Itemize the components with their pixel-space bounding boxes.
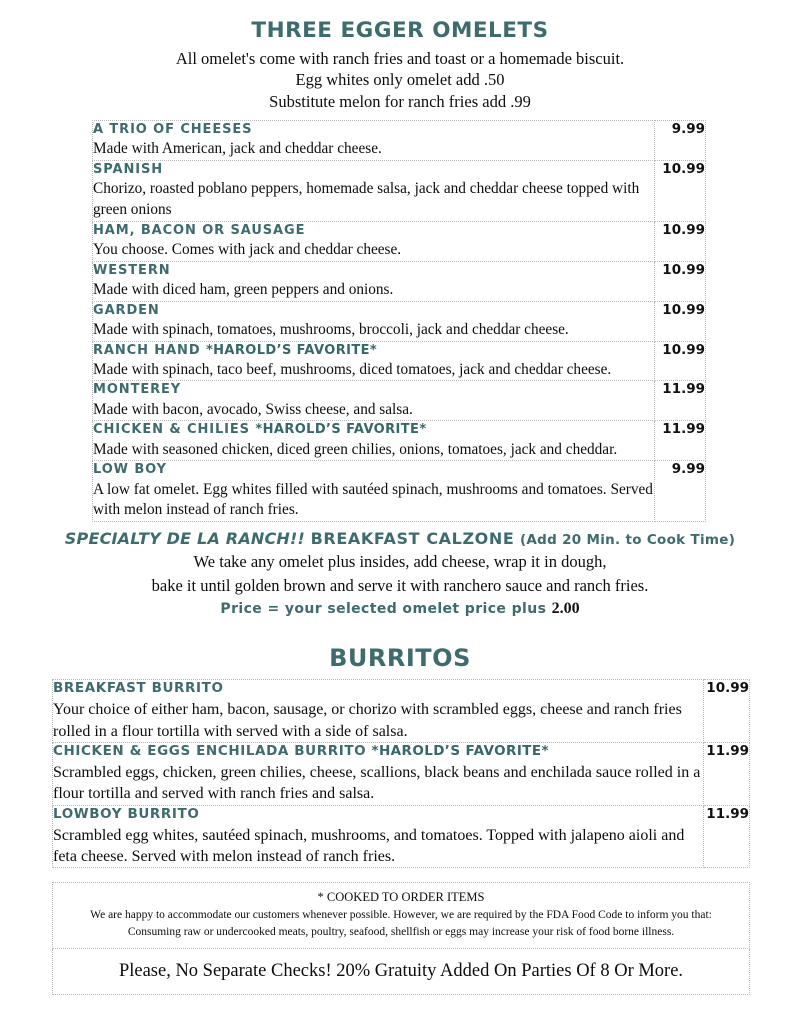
menu-item-cell — [93, 221, 655, 261]
omelets-intro-line-3: Substitute melon for ranch fries add .99 — [269, 92, 531, 112]
menu-item-name — [93, 381, 654, 398]
menu-item-name-text: HAM, BACON OR SAUSAGE — [93, 222, 306, 238]
table-row — [93, 341, 706, 381]
omelets-intro-line-1: All omelet's come with ranch fries and toast or a homemade biscuit. — [175, 48, 625, 68]
menu-item-cell — [93, 461, 655, 522]
menu-item-price: 10.99 — [655, 341, 706, 381]
menu-item-name — [93, 461, 654, 478]
footer-gratuity-row — [53, 949, 750, 995]
menu-item-price: 11.99 — [655, 381, 706, 421]
menu-item-price: 9.99 — [655, 120, 706, 160]
menu-item-description: Scrambled egg whites, sautéed spinach, mushrooms, and tomatoes. Topped with jalapeno aioli and feta cheese. Served with melon instead of ranch fries. — [53, 826, 685, 865]
calzone-description-line-1: We take any omelet plus insides, add cheese, wrap it in dough, — [193, 552, 607, 572]
menu-item-price: 10.99 — [655, 261, 706, 301]
table-row — [93, 160, 706, 221]
menu-item-description: Scrambled eggs, chicken, green chilies, cheese, scallions, black beans and enchilada sauce rolled in a flour tortilla and served with ranch fries and salsa. — [53, 763, 701, 803]
menu-item-price: 10.99 — [655, 221, 706, 261]
cooked-to-order-title: * COOKED TO ORDER ITEMS — [317, 890, 485, 905]
favorite-badge: *HAROLD’S FAVORITE* — [255, 422, 427, 438]
menu-item-price: 9.99 — [655, 461, 706, 522]
menu-item-name — [93, 222, 654, 239]
menu-item-name-text: GARDEN — [93, 302, 160, 318]
disclaimer-line-1: We are happy to accommodate our customers whenever possible. However, we are required by the FDA Food Code to inform you that: — [90, 908, 712, 921]
table-row — [93, 421, 706, 461]
menu-item-cell — [93, 341, 655, 381]
table-row — [93, 381, 706, 421]
menu-item-price: 11.99 — [655, 421, 706, 461]
menu-item-name — [53, 680, 703, 698]
omelets-menu-table — [92, 120, 706, 522]
omelets-intro — [0, 43, 800, 120]
menu-item-description: Made with spinach, taco beef, mushrooms, diced tomatoes, jack and cheddar cheese. — [93, 360, 612, 378]
omelets-intro-line-2: Egg whites only omelet add .50 — [295, 70, 505, 90]
menu-item-cell — [93, 160, 655, 221]
favorite-badge: *HAROLD’S FAVORITE* — [371, 743, 549, 760]
calzone-price-amount: 2.00 — [551, 599, 580, 617]
omelets-section-title: THREE EGGER OMELETS — [251, 18, 549, 43]
menu-item-name-text: LOW BOY — [93, 462, 167, 478]
calzone-headline — [0, 529, 800, 549]
menu-item-description: You choose. Comes with jack and cheddar cheese. — [93, 240, 402, 258]
menu-item-name — [93, 302, 654, 319]
menu-item-price: 11.99 — [704, 743, 750, 806]
menu-item-name-text: SPANISH — [93, 161, 164, 177]
menu-item-name-text: A TRIO OF CHEESES — [93, 121, 253, 137]
section-spacer — [0, 618, 800, 640]
table-row — [93, 120, 706, 160]
menu-item-cell — [93, 120, 655, 160]
menu-item-cell — [93, 301, 655, 341]
favorite-badge: *HAROLD’S FAVORITE* — [205, 342, 378, 358]
menu-item-cell — [93, 381, 655, 421]
menu-item-cell — [93, 261, 655, 301]
table-row — [93, 461, 706, 522]
menu-item-cell — [93, 421, 655, 461]
menu-item-name — [53, 743, 703, 761]
menu-item-name-text: WESTERN — [93, 262, 171, 278]
menu-item-name — [93, 121, 654, 138]
table-row — [93, 261, 706, 301]
calzone-headline-upright: BREAKFAST CALZONE — [310, 529, 515, 549]
menu-item-price: 10.99 — [655, 160, 706, 221]
menu-item-cell — [53, 743, 704, 806]
calzone-headline-italic: SPECIALTY DE LA RANCH!! — [64, 529, 306, 549]
menu-item-description: Your choice of either ham, bacon, sausage, or chorizo with scrambled eggs, cheese and ranch fries rolled in a flour tortilla with served with a side of salsa. — [53, 701, 682, 740]
table-row — [53, 680, 750, 743]
gratuity-notice: Please, No Separate Checks! 20% Gratuity Added On Parties Of 8 Or More. — [118, 961, 684, 982]
menu-item-description: Made with diced ham, green peppers and onions. — [93, 280, 394, 298]
calzone-price-label: Price = your selected omelet price plus — [220, 600, 547, 617]
menu-item-name-text: BREAKFAST BURRITO — [53, 680, 224, 697]
menu-item-cell — [53, 805, 704, 868]
calzone-description-line-2: bake it until golden brown and serve it with ranchero sauce and ranch fries. — [151, 575, 649, 595]
footer-table — [52, 882, 750, 995]
menu-item-name-text: MONTEREY — [93, 382, 182, 398]
table-row — [53, 743, 750, 806]
burritos-menu-table — [52, 679, 750, 868]
menu-item-cell — [53, 680, 704, 743]
menu-item-name-text: CHICKEN & CHILIES — [93, 422, 256, 438]
footer-gratuity-cell — [53, 949, 750, 995]
table-row — [93, 221, 706, 261]
footer-disclaimer-cell — [53, 883, 750, 949]
menu-item-name — [93, 421, 654, 438]
menu-item-description: Made with American, jack and cheddar cheese. — [93, 140, 382, 158]
menu-item-description: Made with bacon, avocado, Swiss cheese, and salsa. — [93, 400, 413, 418]
disclaimer-line-2: Consuming raw or undercooked meats, poultry, seafood, shellfish or eggs may increase your risk of food borne illness. — [127, 925, 675, 938]
table-row — [53, 805, 750, 868]
burritos-section-title: BURRITOS — [329, 643, 471, 672]
menu-item-description: Made with spinach, tomatoes, mushrooms, broccoli, jack and cheddar cheese. — [93, 320, 569, 338]
menu-item-name — [93, 161, 654, 178]
calzone-price-note — [0, 596, 800, 618]
menu-item-price: 10.99 — [655, 301, 706, 341]
calzone-cook-time-note: (Add 20 Min. to Cook Time) — [519, 532, 736, 549]
menu-item-price: 11.99 — [704, 805, 750, 868]
menu-item-description: Made with seasoned chicken, diced green chilies, onions, tomatoes, jack and cheddar. — [93, 440, 618, 458]
menu-item-name — [93, 342, 654, 359]
menu-item-price: 10.99 — [704, 680, 750, 743]
menu-item-name — [53, 806, 703, 824]
menu-item-name-text: LOWBOY BURRITO — [53, 805, 200, 822]
menu-item-name-text: CHICKEN & EGGS ENCHILADA BURRITO — [53, 743, 372, 760]
calzone-specialty-block — [0, 522, 800, 618]
menu-item-name-text: RANCH HAND — [93, 342, 206, 358]
menu-item-name — [93, 262, 654, 279]
menu-item-description: Chorizo, roasted poblano peppers, homemade salsa, jack and cheddar cheese topped with green onions — [93, 180, 640, 218]
footer-disclaimer-row — [53, 883, 750, 949]
table-row — [93, 301, 706, 341]
menu-item-description: A low fat omelet. Egg whites filled with sautéed spinach, mushrooms and tomatoes. Served with melon instead of ranch fries. — [93, 480, 653, 519]
